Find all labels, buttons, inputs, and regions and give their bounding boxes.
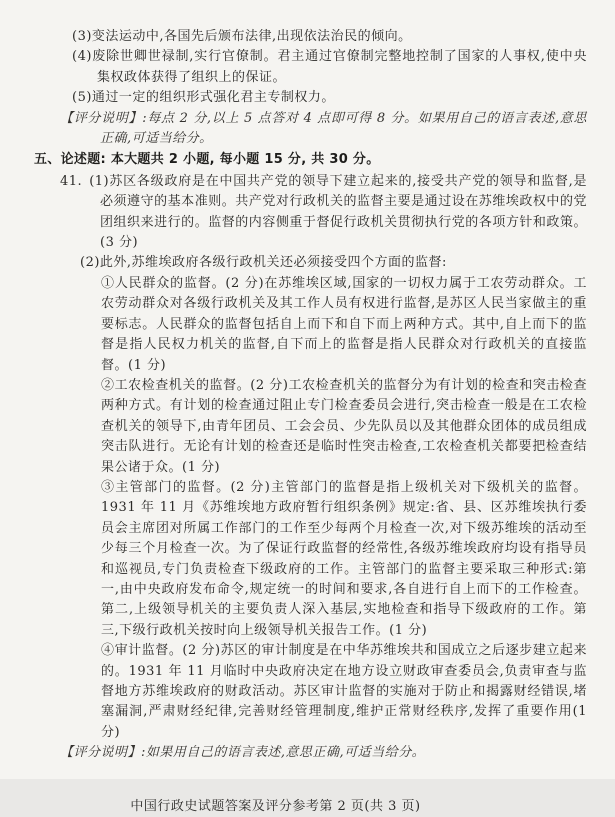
- answer-point-marker: (5): [72, 90, 92, 106]
- question-40-answer-tail: [0, 27, 587, 149]
- answer-point-5: [0, 88, 587, 108]
- answer-point-3: [0, 27, 587, 47]
- scoring-note-q41: 【评分说明】:如果用自己的语言表述,意思正确,可适当给分。: [60, 745, 426, 761]
- supervision-item-worker-peasant-inspection: ②工农检查机关的监督。(2 分)工农检查机关的监督分为有计划的检查和突击检查两种方式。有计划的检查通过阻止专门检查委员会进行,突击检查一般是在工农检查机关的领导下,由青年团员、工会会员、少先队员以及其他群众团体的成员组成突击队进行。无论有计划的检查还是临时性突击检查,工农检查机关都要把检查结果公诸于众。(1 分): [101, 377, 587, 475]
- answer-part-1: [0, 172, 587, 254]
- answer-point-text: 废除世卿世禄制,实行官僚制。君主通过官僚制完整地控制了国家的人事权,使中央集权政体获得了组织上的保证。: [91, 49, 587, 85]
- supervision-item-competent-department: ③主管部门的监督。(2 分)主管部门的监督是指上级机关对下级机关的监督。1931 年 11 月《苏维埃地方政府暂行组织条例》规定:省、县、区苏维埃执行委员会主席团对所属工作部门的工作至少每两个月检查一次,对下级苏维埃的活动至少每三个月检查一次。为了保证行政监督的经常性,各级苏维埃政府均设有指导员和巡视员,专门负责检查下级政府的工作。主管部门的监督主要采取三种形式:第一,由中央政府发布命令,规定统一的时间和要求,各自进行自上而下的工作检查。第二,上级领导机关的主要负责人深入基层,实地检查和指导下级政府的工作。第三,下级行政机关按时向上级领导机关报告工作。(1 分): [101, 479, 587, 638]
- supervision-item-people: ①人民群众的监督。(2 分)在苏维埃区域,国家的一切权力属于工农劳动群众。工农劳动群众对各级行政机关及其工作人员有权进行监督,是苏区人民当家做主的重要标志。人民群众的监督包括自上而下和自下而上两种方式。其中,自上而下的监督是指人民权力机关的监督,自下而上的监督是指人民群众对行政机关的直接监督。(1 分): [101, 275, 587, 373]
- answer-point-text: 变法运动中,各国先后颁布法律,出现依法治民的倾向。: [91, 29, 412, 44]
- page-footer: 中国行政史试题答案及评分参考第 2 页(共 3 页): [130, 798, 421, 814]
- scoring-note-q40: 【评分说明】:每点 2 分,以上 5 点答对 4 点即可得 8 分。如果用自己的语言表述,意思正确,可适当给分。: [60, 110, 587, 147]
- answer-part-1-text: (1)苏区各级政府是在中国共产党的领导下建立起来的,接受共产党的领导和监督,是必须遵守的基本准则。共产党对行政机关的监督主要是通过设在苏维埃政权中的党团组织来进行的。监督的内容侧重于督促行政机关贯彻执行党的各项方针和政策。(3 分): [89, 173, 587, 251]
- answer-point-marker: (3): [72, 29, 92, 44]
- question-41-answer: [0, 172, 587, 764]
- question-number: 41.: [60, 173, 83, 189]
- section-heading-essay-questions: 五、论述题: 本大题共 2 小题, 每小题 15 分, 共 30 分。: [34, 152, 380, 168]
- answer-point-4: [0, 47, 587, 88]
- answer-point-marker: (4): [72, 49, 92, 65]
- answer-part-2-intro: (2)此外,苏维埃政府各级行政机关还必须接受四个方面的监督:: [80, 255, 447, 271]
- answer-point-text: 通过一定的组织形式强化君主专制权力。: [91, 90, 335, 106]
- supervision-item-audit: ④审计监督。(2 分)苏区的审计制度是在中华苏维埃共和国成立之后逐步建立起来的。1931 年 11 月临时中央政府决定在地方设立财政审查委员会,负责审查与监督地方苏维埃政府的财政活动。苏区审计监督的实施对于防止和揭露财经错误,堵塞漏洞,严肃财经纪律,完善财经管理制度,维护正常财经秩序,发挥了重要作用(1 分): [101, 643, 587, 740]
